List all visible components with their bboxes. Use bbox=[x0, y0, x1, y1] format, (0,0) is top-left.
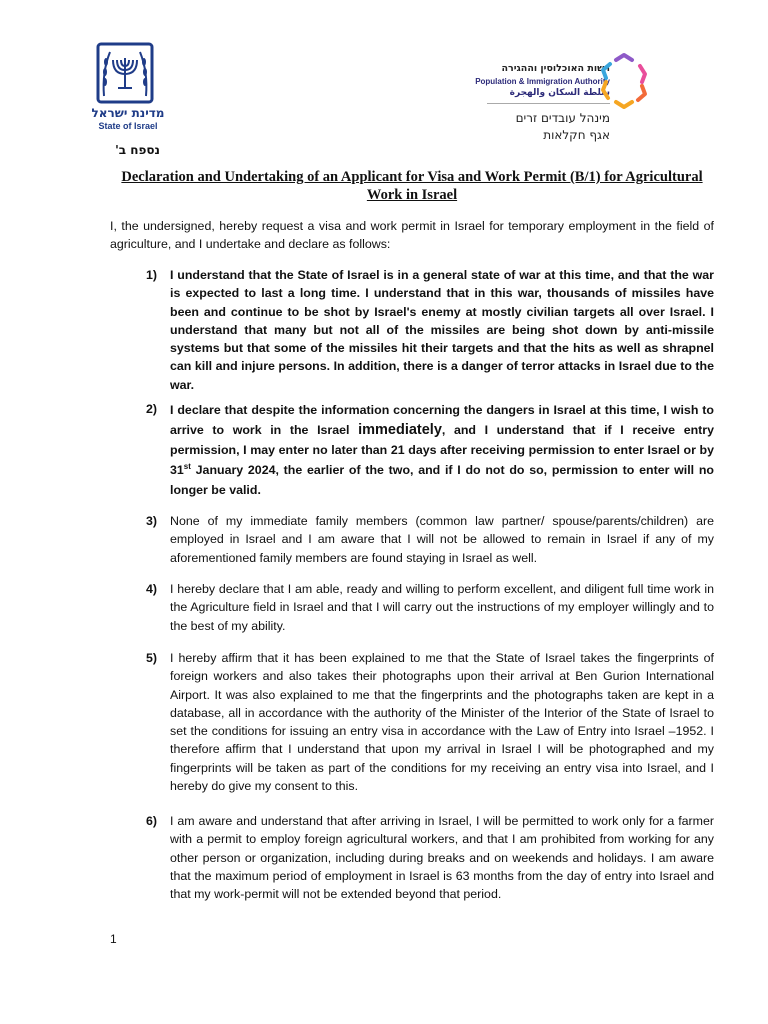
state-name-hebrew: מדינת ישראל bbox=[91, 106, 165, 120]
item-text: I hereby affirm that it has been explained to me that the State of Israel takes the fingerprints of foreign workers and also takes their photographs upon their arrival at Ben Gurion International Airport. It was also explained to me that the fingerprints and the photographs taken are kept in a database, all in accordance with the authority of the Minister of the Interior of the State of Israel to set the conditions for issuing an entry visa in accordance with the Law of Entry into Israel –1952. I therefore affirm that I understand that upon my arrival in Israel I will be photographed and my fingerprints will be taken as part of the conditions for my receiving an entry visa into Israel, and I hereby do give my consent to this. bbox=[170, 651, 714, 794]
declaration-item-2 bbox=[110, 400, 714, 500]
authority-divider bbox=[487, 103, 610, 104]
item-text-part: , and I understand that if I receive entry permission, I may enter no later than 21 days after receiving permission to enter Israel or by 31 bbox=[170, 423, 714, 477]
item-text-part: I declare that despite the information concerning the dangers in Israel at this time, I wish to arrive to work in the Israel bbox=[170, 403, 714, 437]
declaration-item-6 bbox=[110, 812, 714, 903]
item-superscript: st bbox=[183, 461, 191, 471]
item-emphasis: immediately bbox=[358, 422, 442, 438]
page-number: 1 bbox=[110, 932, 117, 946]
authority-name-arabic: سلطة السكان والهجرة bbox=[509, 88, 610, 98]
item-text: None of my immediate family members (common law partner/ spouse/parents/children) are employed in Israel and I am aware that I will not be allowed to remain in Israel if any of my aforementioned family members are found staying in Israel as well. bbox=[170, 514, 714, 565]
declaration-item-1 bbox=[110, 266, 714, 394]
authority-name-hebrew: רשות האוכלוסין וההגירה bbox=[501, 63, 610, 74]
item-number: 3) bbox=[146, 514, 158, 528]
annex-label: נספח ב' bbox=[115, 143, 160, 157]
item-text: I understand that the State of Israel is in a general state of war at this time, and that the war is expected to last a long time. I understand that in this war, thousands of missiles have been and continue to be shot by Israel's enemy at mostly civilian targets all over Israel. I understand that many but not all of the missiles are being shot down by anti-missile systems but that some of the missiles hit their targets and that the hits as well as shrapnel can kill and injure persons. In addition, there is a danger of terror attacks in Israel due to the war. bbox=[170, 268, 714, 392]
state-emblem-icon bbox=[94, 42, 156, 104]
declaration-item-4 bbox=[110, 580, 714, 635]
item-text: I am aware and understand that after arriving in Israel, I will be permitted to work only for a farmer with a permit to employ foreign agricultural workers, and that I am prohibited from working for any other person or organization, including during breaks and on weekends and holidays. I am aware that the maximum period of employment in Israel is 63 months from the day of entry into Israel and that my work-permit will not be extended beyond that period. bbox=[170, 814, 714, 902]
item-number: 6) bbox=[146, 814, 158, 828]
item-text: I hereby declare that I am able, ready and willing to perform excellent, and diligent full time work in the Agriculture field in Israel and that I will carry out the instructions of my employer willingly and to the best of my ability. bbox=[170, 582, 714, 633]
declaration-item-5 bbox=[110, 649, 714, 795]
division-name: אגף חקלאות bbox=[543, 128, 610, 142]
document-title: Declaration and Undertaking of an Applicant for Visa and Work Permit (B/1) for Agricultural Work in Israel bbox=[121, 169, 703, 203]
authority-logo-icon bbox=[598, 52, 650, 110]
state-name-english: State of Israel bbox=[98, 121, 158, 131]
item-number: 4) bbox=[146, 582, 158, 596]
authority-name-english: Population & Immigration Authority bbox=[475, 77, 610, 86]
department-name: מינהל עובדים זרים bbox=[515, 111, 610, 125]
item-number: 2) bbox=[146, 402, 158, 416]
declaration-item-3 bbox=[110, 512, 714, 567]
item-text bbox=[170, 400, 714, 500]
item-number: 1) bbox=[146, 268, 158, 282]
item-number: 5) bbox=[146, 651, 158, 665]
intro-paragraph: I, the undersigned, hereby request a visa and work permit in Israel for temporary employment in the field of agriculture, and I undertake and declare as follows: bbox=[110, 219, 714, 252]
item-text-part: January 2024, the earlier of the two, and if I do not do so, permission to enter will no longer be valid. bbox=[170, 463, 714, 497]
